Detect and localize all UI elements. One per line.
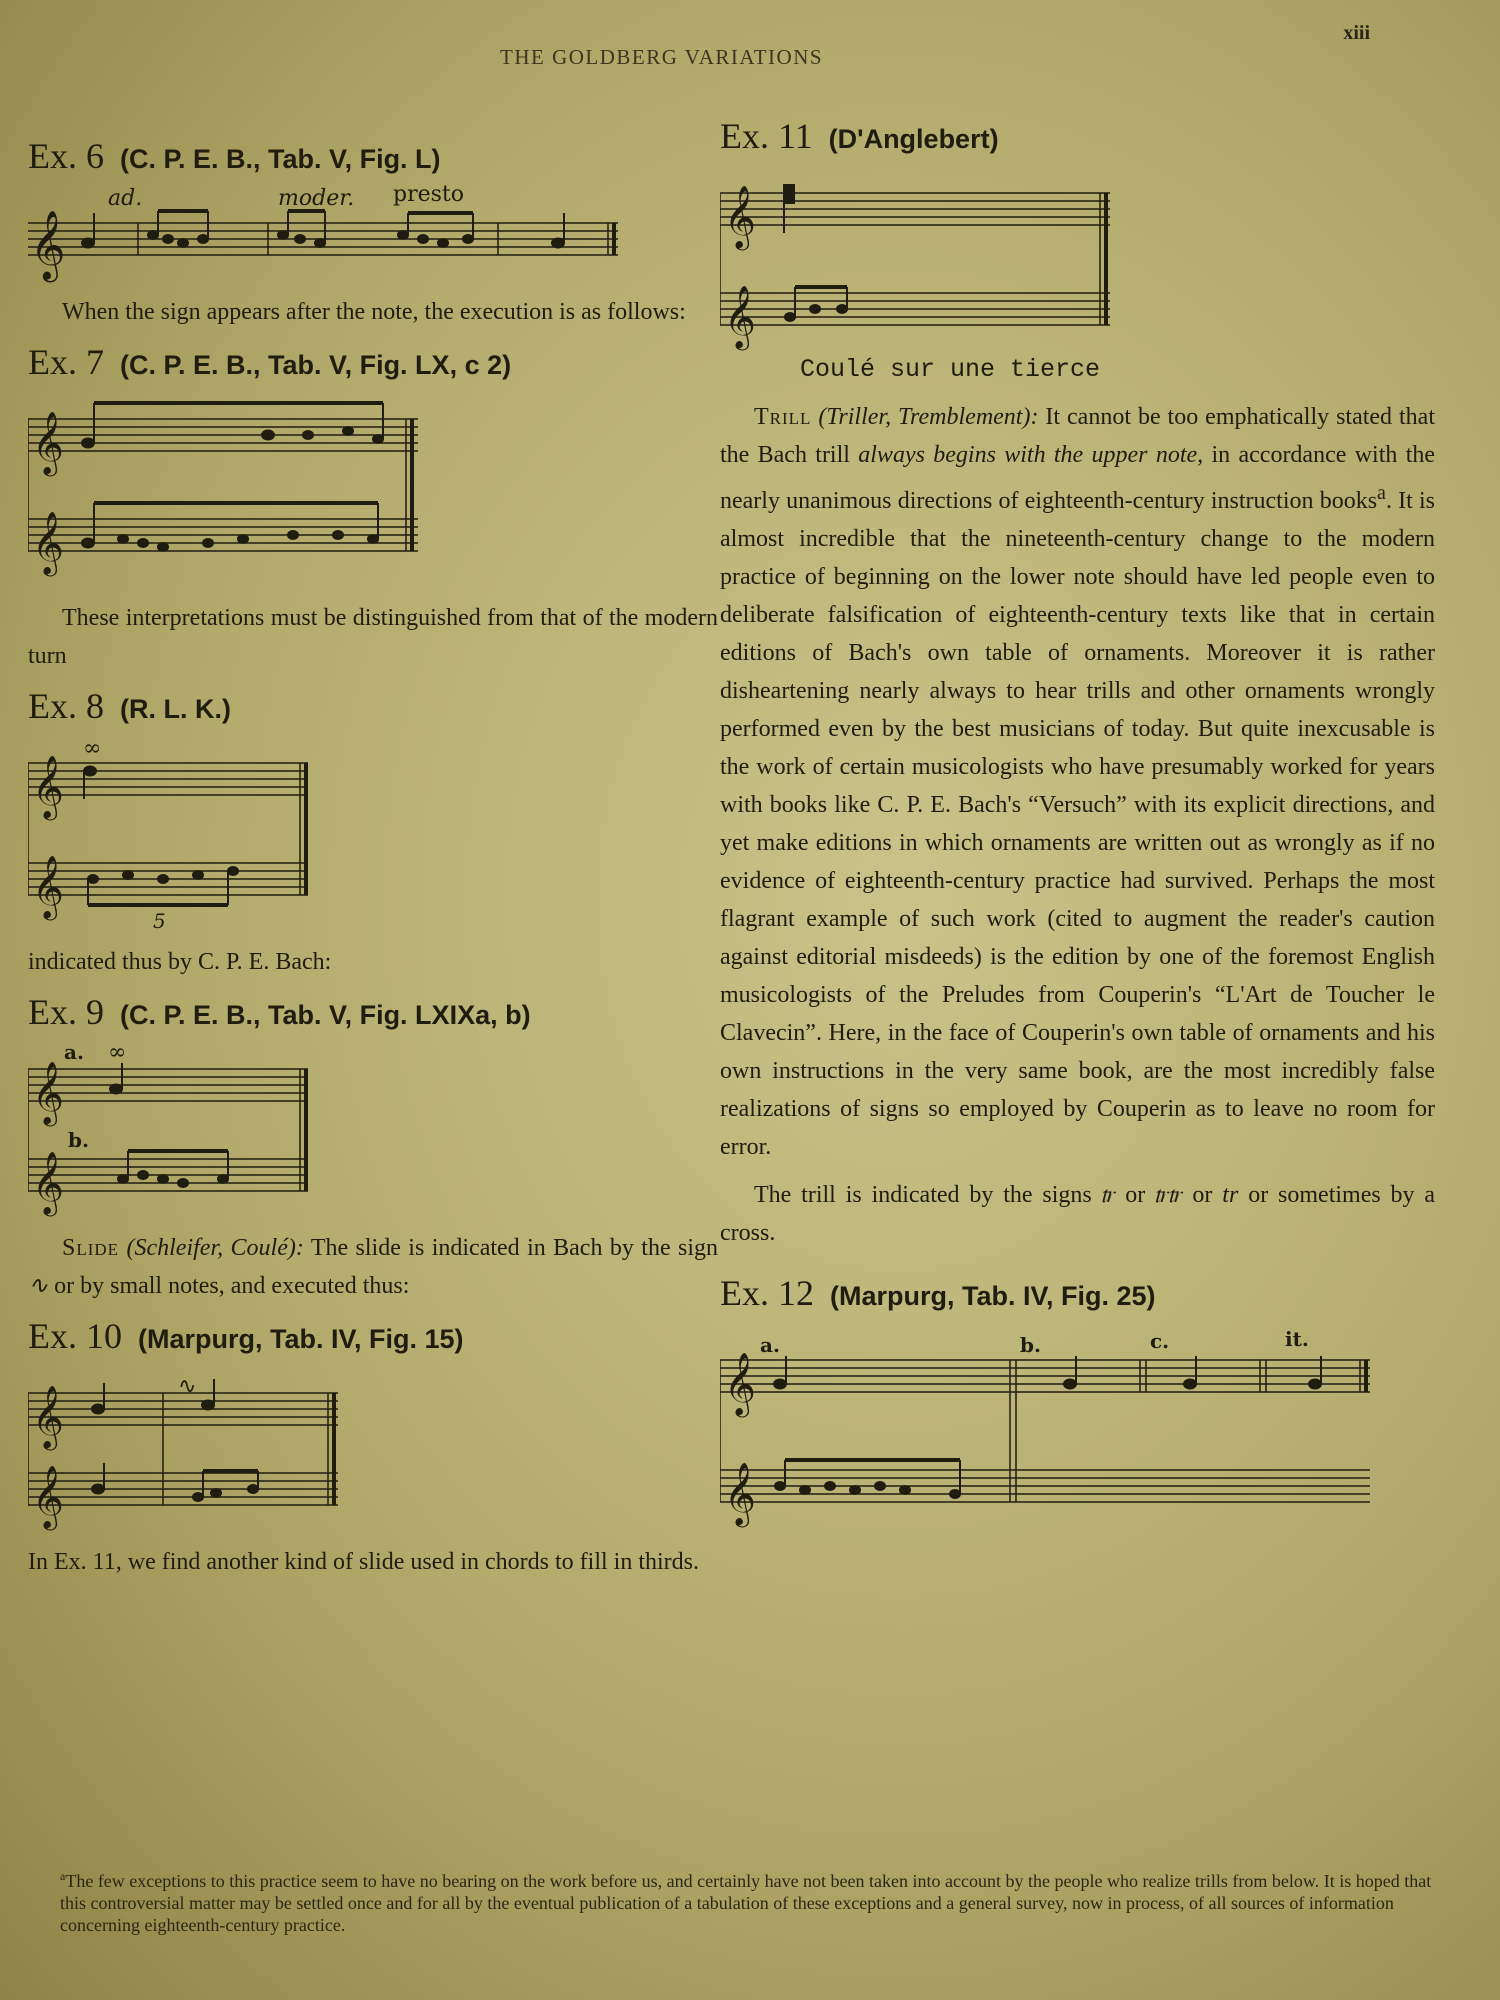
footnote-text: The few exceptions to this practice seem to have no bearing on the work before us, and certainly have not been taken into account by the people who realize trills from below. It is hoped that this controversial matter may be settled once and for all by the eventual publication of a tabulation of these exceptions and a general survey, now in process, of all sources of information concerning eighteenth-century practice. bbox=[60, 1871, 1432, 1935]
slide-heading: Slide bbox=[62, 1235, 120, 1261]
trill-signs-text: The trill is indicated by the signs bbox=[754, 1182, 1092, 1208]
trill-text-2: in accordance with the nearly unanimous directions of eighteenth-century instruction books bbox=[720, 442, 1436, 514]
svg-text:𝄞: 𝄞 bbox=[724, 185, 756, 248]
trill-text-1: It cannot be too emphatically stated that the Bach trill bbox=[720, 404, 1435, 468]
mark-b: b. bbox=[1020, 1333, 1041, 1357]
slide-text-a: The slide is indicated in Bach by the sign bbox=[310, 1235, 719, 1261]
example-label: Ex. 12 bbox=[720, 1273, 814, 1313]
slide-terms: (Schleifer, Coulé): bbox=[126, 1235, 304, 1261]
trill-signs-paragraph bbox=[720, 1176, 1435, 1252]
paragraph: indicated thus by C. P. E. Bach: bbox=[28, 949, 332, 975]
example-6-notation bbox=[28, 183, 628, 283]
example-9-heading bbox=[28, 991, 718, 1033]
example-6-heading bbox=[28, 135, 718, 177]
left-column bbox=[28, 135, 718, 1591]
mark-presto: presto bbox=[393, 183, 464, 207]
example-source: (R. L. K.) bbox=[120, 694, 231, 724]
svg-text:𝄞: 𝄞 bbox=[32, 755, 64, 818]
example-7-notation bbox=[28, 389, 428, 589]
svg-text:𝄞: 𝄞 bbox=[32, 511, 64, 574]
svg-text:∞: ∞ bbox=[108, 1040, 127, 1065]
mark-c: c. bbox=[1150, 1329, 1170, 1353]
example-source: (C. P. E. B., Tab. V, Fig. L) bbox=[120, 144, 441, 174]
example-source: (C. P. E. B., Tab. V, Fig. LXIXa, b) bbox=[120, 1000, 531, 1030]
example-12-heading bbox=[720, 1272, 1435, 1314]
paragraph: When the sign appears after the note, the execution is as follows: bbox=[62, 299, 686, 325]
slide-sign-icon: ∿ bbox=[28, 1273, 49, 1299]
mordent-sign-icon: 𝆖 bbox=[1101, 1182, 1116, 1208]
tr-sign-icon: tr bbox=[1222, 1182, 1239, 1208]
example-11-caption: Coulé sur une tierce bbox=[800, 355, 1101, 384]
example-source: (C. P. E. B., Tab. V, Fig. LX, c 2) bbox=[120, 350, 512, 380]
example-source: (Marpurg, Tab. IV, Fig. 25) bbox=[830, 1281, 1156, 1311]
slide-paragraph bbox=[28, 1229, 718, 1305]
example-label: Ex. 9 bbox=[28, 992, 104, 1032]
trill-signs-end: or sometimes by a cross. bbox=[720, 1182, 1436, 1246]
slide-text-b: or by small notes, and executed thus: bbox=[54, 1273, 410, 1299]
svg-text:∿: ∿ bbox=[178, 1374, 197, 1399]
example-label: Ex. 11 bbox=[720, 116, 813, 156]
svg-text:𝄞: 𝄞 bbox=[32, 1061, 64, 1124]
mark-moder: moder. bbox=[278, 186, 355, 211]
example-7-heading bbox=[28, 341, 718, 383]
example-8-heading bbox=[28, 685, 718, 727]
example-label: Ex. 8 bbox=[28, 686, 104, 726]
mark-ad: ad. bbox=[108, 186, 143, 211]
footnote bbox=[60, 1865, 1450, 1936]
trill-emphasis: always begins with the upper note, bbox=[858, 442, 1204, 468]
trill-terms: (Triller, Tremblement): bbox=[818, 404, 1039, 430]
long-trill-sign-icon: 𝆖𝆖 bbox=[1155, 1182, 1183, 1208]
example-10-heading bbox=[28, 1315, 718, 1357]
example-source: (Marpurg, Tab. IV, Fig. 15) bbox=[138, 1324, 464, 1354]
example-source: (D'Anglebert) bbox=[828, 124, 999, 154]
footnote-ref: a bbox=[1377, 482, 1386, 504]
or-text: or bbox=[1192, 1182, 1213, 1208]
svg-text:𝄞: 𝄞 bbox=[32, 411, 64, 474]
running-title: THE GOLDBERG VARIATIONS bbox=[500, 45, 824, 69]
example-11-heading bbox=[720, 115, 1435, 157]
svg-text:𝄞: 𝄞 bbox=[724, 285, 756, 348]
svg-text:𝄞: 𝄞 bbox=[32, 855, 64, 918]
paragraph: These interpretations must be distinguished from that of the modern turn bbox=[28, 605, 718, 669]
example-9-notation bbox=[28, 1039, 328, 1219]
svg-text:𝄞: 𝄞 bbox=[724, 1352, 756, 1415]
trill-text-3: . It is almost incredible that the nineteenth-century change to the modern practice of beginning on the lower note should have led people even to deliberate falsification of eighteenth-century texts like that in certain editions of Bach's own table of ornaments. Moreover it is rather disheartening nearly always to hear trills and other ornaments wrongly performed even by the best musicians of today. But quite inexcusable is the work of certain musicologists who have presumably worked for years with books like C. P. E. Bach's “Versuch” with its explicit directions, and yet make editions in which ornaments are written out as wrongly as if no evidence of eighteenth-century practice had survived. Perhaps the most flagrant example of such work (cited to augment the reader's caution against editorial misdeeds) is the edition by one of the foremost English musicologists of the Preludes from Couperin's “L'Art de Toucher le Clavecin”. Here, in the face of Couperin's own table of ornaments and his own instructions in the very same book, are the most incredibly false realizations of signs so employed by Couperin as to leave no room for error. bbox=[720, 488, 1436, 1160]
or-text: or bbox=[1125, 1182, 1146, 1208]
svg-text:𝄞: 𝄞 bbox=[32, 1465, 64, 1528]
right-column bbox=[720, 115, 1435, 1540]
tuplet-mark: 5 bbox=[153, 909, 166, 933]
trill-paragraph bbox=[720, 398, 1435, 1166]
trill-heading: Trill bbox=[754, 404, 812, 430]
mark-a: a. bbox=[64, 1040, 84, 1064]
svg-text:𝄞: 𝄞 bbox=[724, 1462, 756, 1525]
example-8-notation bbox=[28, 733, 328, 933]
footnote-marker: a bbox=[60, 1869, 66, 1883]
svg-text:𝄞: 𝄞 bbox=[30, 210, 66, 280]
page-number: xiii bbox=[1343, 22, 1370, 44]
paragraph: In Ex. 11, we find another kind of slide used in chords to fill in thirds. bbox=[28, 1549, 700, 1575]
example-10-notation bbox=[28, 1363, 358, 1533]
svg-text:𝄞: 𝄞 bbox=[32, 1385, 64, 1448]
example-12-notation bbox=[720, 1320, 1380, 1530]
svg-text:𝄞: 𝄞 bbox=[32, 1151, 64, 1214]
mark-it: it. bbox=[1285, 1327, 1309, 1351]
mark-a: a. bbox=[760, 1333, 780, 1357]
example-label: Ex. 7 bbox=[28, 342, 104, 382]
example-11-notation bbox=[720, 163, 1120, 353]
example-label: Ex. 6 bbox=[28, 136, 104, 176]
svg-text:∞: ∞ bbox=[83, 736, 102, 761]
example-label: Ex. 10 bbox=[28, 1316, 122, 1356]
mark-b: b. bbox=[68, 1128, 89, 1152]
